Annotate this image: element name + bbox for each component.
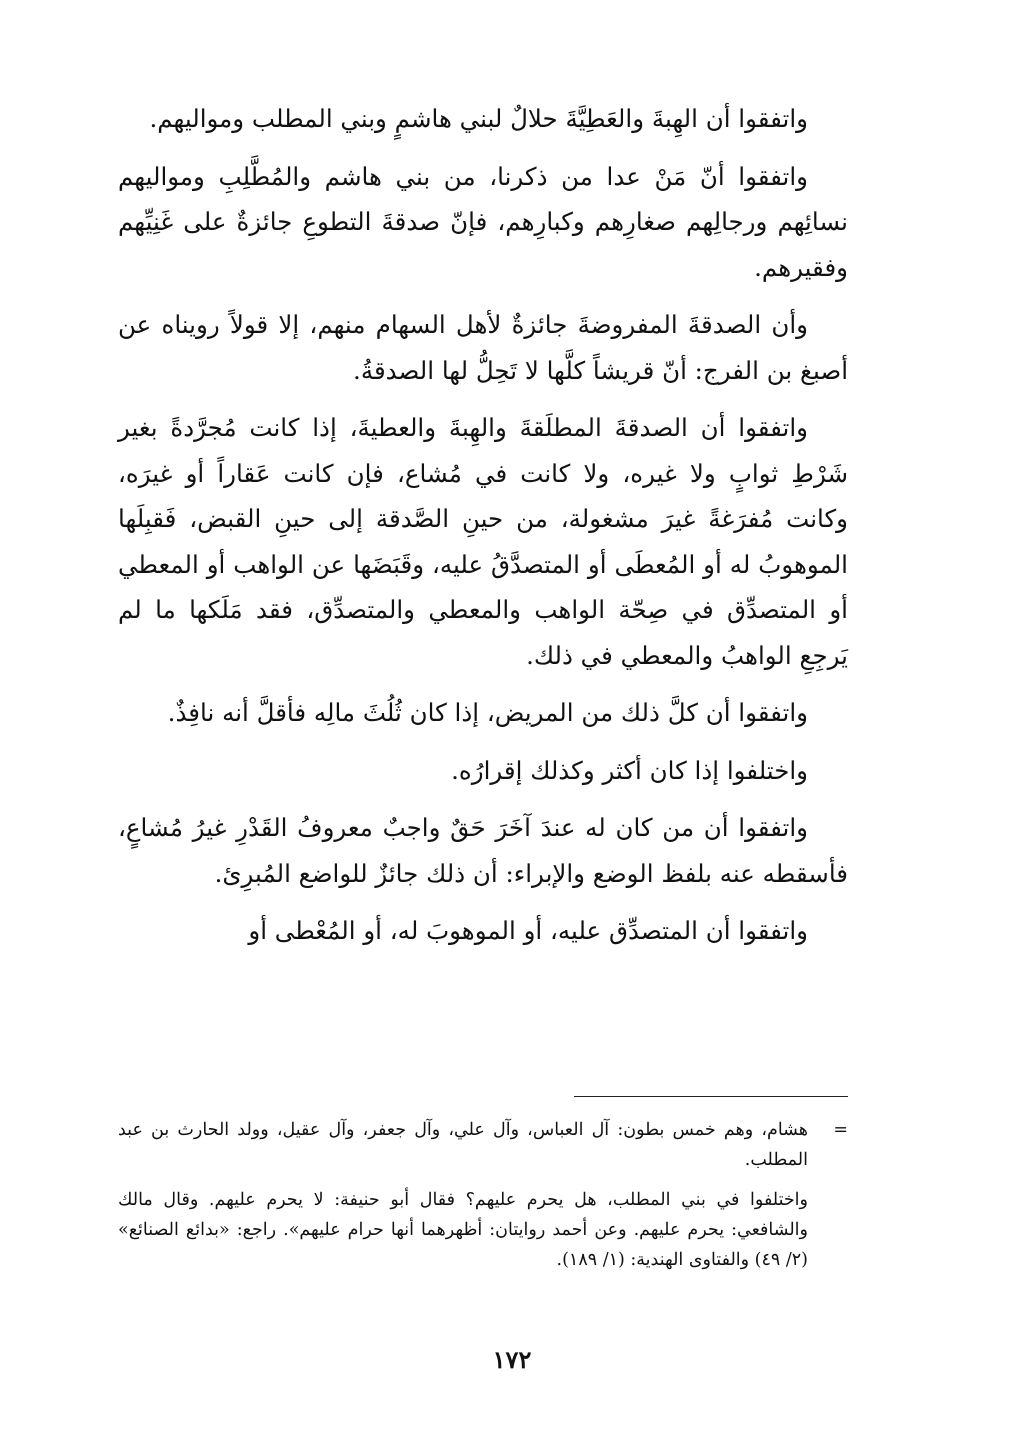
main-text [118,96,848,966]
footnote-continuation [118,1115,848,1175]
page-number: ١٧٢ [492,1345,532,1374]
text-paragraph-3: وأن الصدقةَ المفروضةَ جائزةٌ لأهل السهام منهم، إلا قولاً رويناه عن أصبغ بن الفرج: أنّ قريشاً كلَّها لا تَحِلُّ لها الصدقةُ. [118,310,848,385]
text-paragraph-1: واتفقوا أن الهِبةَ والعَطِيَّةَ حلالٌ لبني هاشمٍ وبني المطلب ومواليهم. [149,104,808,133]
footnote-paragraph: واختلفوا في بني المطلب، هل يحرم عليهم؟ فقال أبو حنيفة: لا يحرم عليهم. وقال مالك والشافعي: يحرم عليهم. وعن أحمد روايتان: أظهرهما أنها حرام عليهم». راجع: «بدائع الصنائع» (٢/ ٤٩) والفتاوى الهندية: (١/ ١٨٩). [118,1190,808,1270]
text-paragraph-8: واتفقوا أن المتصدِّق عليه، أو الموهوبَ له، أو المُعْطى أو [248,916,808,945]
text-paragraph-6: واختلفوا إذا كان أكثر وكذلك إقرارُه. [451,755,808,785]
text-paragraph-4: واتفقوا أن الصدقةَ المطلَقةَ والهِبةَ والعطيةَ، إذا كانت مُجرَّدةً بغير شَرْطِ ثوابٍ ولا غيره، ولا كانت في مُشاع، فإن كانت عَقاراً أو غيرَه، وكانت مُفرَغةً غيرَ مشغولة، من حينِ الصَّدقة إلى حينِ القبض، فَقبِلَها الموهوبُ له أو المُعطَى أو المتصدَّقُ عليه، وقَبَضَها عن الواهب أو المعطي أو المتصدِّق في صِحّة الواهب والمعطي والمتصدِّق، فقد مَلَكها ما لم يَرجِعِ الواهبُ والمعطي في ذلك. [118,413,848,670]
text-paragraph-7: واتفقوا أن من كان له عندَ آخَرَ حَقٌ واجبٌ معروفُ القَدْرِ غيرُ مُشاعٍ، فأسقطه عنه بلفظ الوضع والإبراء: أن ذلك جائزٌ للواضع المُبرِئ. [118,813,848,888]
footnote-continuation-text: هشام، وهم خمس بطون: آل العباس، وآل علي، وآل جعفر، وآل عقيل، وولد الحارث بن عبد المطلب. [118,1120,808,1170]
footnotes [118,1115,848,1275]
text-paragraph-5: واتفقوا أن كلَّ ذلك من المريض، إذا كان ثُلُثَ مالِه فأقلَّ أنه نافِذٌ. [167,698,808,727]
footnote-separator [574,1096,848,1097]
text-paragraph-2: واتفقوا أنّ مَنْ عدا من ذكرنا، من بني هاشم والمُطَّلِبِ ومواليهم نسائِهم ورجالِهم صغارِهم وكبارِهم، فإنّ صدقةَ التطوعِ جائزةٌ على غَنِيِّهم وفقيرهم. [118,161,848,282]
continuation-marker: = [833,1120,848,1140]
